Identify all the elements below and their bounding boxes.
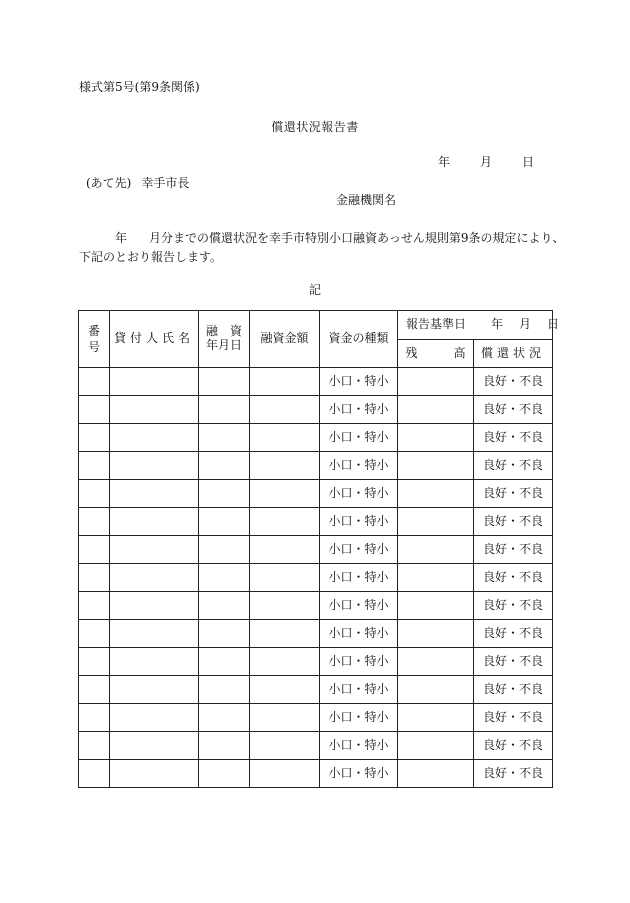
body-line-2: 下記のとおり報告します。: [79, 250, 223, 264]
cell-loan-amount[interactable]: [250, 760, 320, 788]
cell-balance[interactable]: [398, 648, 474, 676]
table-row: [79, 620, 553, 648]
body-line-1: [115, 232, 565, 244]
cell-fund-type: 小口・特小: [320, 620, 398, 648]
cell-loan-date[interactable]: [199, 424, 250, 452]
document-title: 償還状況報告書: [271, 120, 359, 134]
addressee-label: (あて先): [86, 176, 132, 190]
cell-loan-date[interactable]: [199, 536, 250, 564]
cell-loan-date[interactable]: [199, 676, 250, 704]
header-number: [79, 311, 110, 368]
header-report-base-date: [398, 311, 560, 340]
cell-repayment-status: 良好・不良: [474, 368, 553, 396]
cell-borrower-name[interactable]: [110, 732, 199, 760]
cell-number[interactable]: [79, 536, 110, 564]
cell-fund-type: 小口・特小: [320, 424, 398, 452]
cell-borrower-name[interactable]: [110, 648, 199, 676]
header-base-year: 年: [491, 317, 504, 332]
date-month-label: 月: [480, 155, 493, 169]
cell-repayment-status: 良好・不良: [474, 732, 553, 760]
cell-fund-type: 小口・特小: [320, 676, 398, 704]
header-loan-date: [199, 311, 250, 368]
cell-borrower-name[interactable]: [110, 592, 199, 620]
cell-loan-date[interactable]: [199, 508, 250, 536]
header-report-base-date-label: 報告基準日: [406, 317, 467, 332]
cell-fund-type: 小口・特小: [320, 536, 398, 564]
table-row: [79, 592, 553, 620]
table-row: [79, 648, 553, 676]
cell-balance[interactable]: [398, 732, 474, 760]
header-loan-amount: 融資金額: [250, 311, 320, 368]
body-line-1-text: 月分までの償還状況を幸手市特別小口融資あっせん規則第9条の規定により、: [149, 231, 565, 245]
cell-fund-type: 小口・特小: [320, 732, 398, 760]
cell-fund-type: 小口・特小: [320, 396, 398, 424]
table-row: [79, 760, 553, 788]
cell-loan-amount[interactable]: [250, 592, 320, 620]
cell-repayment-status: 良好・不良: [474, 424, 553, 452]
cell-repayment-status: 良好・不良: [474, 760, 553, 788]
table-row: [79, 452, 553, 480]
cell-number[interactable]: [79, 648, 110, 676]
cell-loan-date[interactable]: [199, 732, 250, 760]
cell-number[interactable]: [79, 424, 110, 452]
cell-fund-type: 小口・特小: [320, 648, 398, 676]
cell-number[interactable]: [79, 732, 110, 760]
cell-borrower-name[interactable]: [110, 368, 199, 396]
cell-balance[interactable]: [398, 424, 474, 452]
header-base-day: 日: [547, 317, 560, 332]
table-row: [79, 536, 553, 564]
cell-repayment-status: 良好・不良: [474, 536, 553, 564]
header-base-month: 月: [519, 317, 532, 332]
table-body: [79, 368, 553, 788]
header-row-1: [79, 311, 553, 340]
cell-number[interactable]: [79, 368, 110, 396]
cell-borrower-name[interactable]: [110, 760, 199, 788]
cell-loan-date[interactable]: [199, 564, 250, 592]
header-fund-type: 資金の種類: [320, 311, 398, 368]
cell-balance[interactable]: [398, 564, 474, 592]
cell-loan-amount[interactable]: [250, 396, 320, 424]
cell-borrower-name[interactable]: [110, 452, 199, 480]
cell-loan-amount[interactable]: [250, 648, 320, 676]
cell-loan-date[interactable]: [199, 620, 250, 648]
cell-loan-date[interactable]: [199, 704, 250, 732]
table-row: [79, 424, 553, 452]
cell-fund-type: 小口・特小: [320, 592, 398, 620]
cell-balance[interactable]: [398, 676, 474, 704]
cell-repayment-status: 良好・不良: [474, 452, 553, 480]
cell-fund-type: 小口・特小: [320, 508, 398, 536]
date-day-label: 日: [522, 155, 535, 169]
body-year-label: 年: [115, 231, 128, 245]
cell-balance[interactable]: [398, 480, 474, 508]
cell-borrower-name[interactable]: [110, 704, 199, 732]
table-row: [79, 732, 553, 760]
addressee-name: 幸手市長: [141, 176, 190, 190]
cell-loan-amount[interactable]: [250, 536, 320, 564]
header-repayment-status: 償還状況: [474, 340, 553, 368]
cell-fund-type: 小口・特小: [320, 704, 398, 732]
cell-loan-amount[interactable]: [250, 620, 320, 648]
cell-number[interactable]: [79, 396, 110, 424]
cell-number[interactable]: [79, 676, 110, 704]
table-row: [79, 704, 553, 732]
ki-heading: 記: [308, 283, 321, 297]
cell-borrower-name[interactable]: [110, 480, 199, 508]
cell-loan-amount[interactable]: [250, 704, 320, 732]
cell-repayment-status: 良好・不良: [474, 648, 553, 676]
cell-balance[interactable]: [398, 368, 474, 396]
cell-loan-amount[interactable]: [250, 732, 320, 760]
table-row: [79, 480, 553, 508]
cell-fund-type: 小口・特小: [320, 368, 398, 396]
form-number: 様式第5号(第9条関係): [79, 80, 200, 94]
cell-number[interactable]: [79, 704, 110, 732]
cell-loan-date[interactable]: [199, 368, 250, 396]
cell-loan-date[interactable]: [199, 760, 250, 788]
report-table: [78, 310, 560, 788]
cell-repayment-status: 良好・不良: [474, 704, 553, 732]
date-year-label: 年: [438, 155, 451, 169]
cell-borrower-name[interactable]: [110, 564, 199, 592]
cell-fund-type: 小口・特小: [320, 452, 398, 480]
table-row: [79, 368, 553, 396]
cell-loan-amount[interactable]: [250, 508, 320, 536]
table-row: [79, 564, 553, 592]
cell-loan-amount[interactable]: [250, 452, 320, 480]
cell-borrower-name[interactable]: [110, 620, 199, 648]
table-row: [79, 676, 553, 704]
cell-balance[interactable]: [398, 536, 474, 564]
cell-fund-type: 小口・特小: [320, 760, 398, 788]
cell-fund-type: 小口・特小: [320, 564, 398, 592]
cell-loan-date[interactable]: [199, 648, 250, 676]
cell-loan-date[interactable]: [199, 592, 250, 620]
cell-borrower-name[interactable]: [110, 424, 199, 452]
cell-borrower-name[interactable]: [110, 508, 199, 536]
header-number-label: 番号: [87, 323, 100, 354]
cell-number[interactable]: [79, 508, 110, 536]
institution-label: 金融機関名: [336, 193, 397, 207]
cell-balance[interactable]: [398, 508, 474, 536]
cell-repayment-status: 良好・不良: [474, 508, 553, 536]
cell-borrower-name[interactable]: [110, 676, 199, 704]
cell-number[interactable]: [79, 480, 110, 508]
cell-balance[interactable]: [398, 760, 474, 788]
header-balance: 残 高: [398, 340, 474, 368]
cell-repayment-status: 良好・不良: [474, 592, 553, 620]
date-line: [438, 156, 534, 168]
cell-loan-amount[interactable]: [250, 676, 320, 704]
header-loan-date-top: 融 資: [205, 324, 242, 339]
cell-loan-date[interactable]: [199, 452, 250, 480]
cell-balance[interactable]: [398, 704, 474, 732]
table-row: [79, 396, 553, 424]
cell-fund-type: 小口・特小: [320, 480, 398, 508]
cell-borrower-name[interactable]: [110, 536, 199, 564]
cell-number[interactable]: [79, 452, 110, 480]
cell-loan-amount[interactable]: [250, 480, 320, 508]
header-loan-date-bottom: 年月日: [205, 338, 242, 352]
cell-loan-amount[interactable]: [250, 368, 320, 396]
table-row: [79, 508, 553, 536]
cell-number[interactable]: [79, 620, 110, 648]
header-borrower-name: 貸付人氏名: [110, 311, 199, 368]
cell-borrower-name[interactable]: [110, 396, 199, 424]
cell-number[interactable]: [79, 592, 110, 620]
cell-loan-amount[interactable]: [250, 424, 320, 452]
cell-loan-date[interactable]: [199, 396, 250, 424]
cell-loan-amount[interactable]: [250, 564, 320, 592]
cell-balance[interactable]: [398, 396, 474, 424]
addressee: [86, 177, 189, 189]
cell-repayment-status: 良好・不良: [474, 564, 553, 592]
cell-number[interactable]: [79, 564, 110, 592]
cell-repayment-status: 良好・不良: [474, 480, 553, 508]
cell-repayment-status: 良好・不良: [474, 396, 553, 424]
cell-repayment-status: 良好・不良: [474, 620, 553, 648]
cell-balance[interactable]: [398, 452, 474, 480]
cell-balance[interactable]: [398, 592, 474, 620]
cell-loan-date[interactable]: [199, 480, 250, 508]
cell-repayment-status: 良好・不良: [474, 676, 553, 704]
cell-number[interactable]: [79, 760, 110, 788]
cell-balance[interactable]: [398, 620, 474, 648]
